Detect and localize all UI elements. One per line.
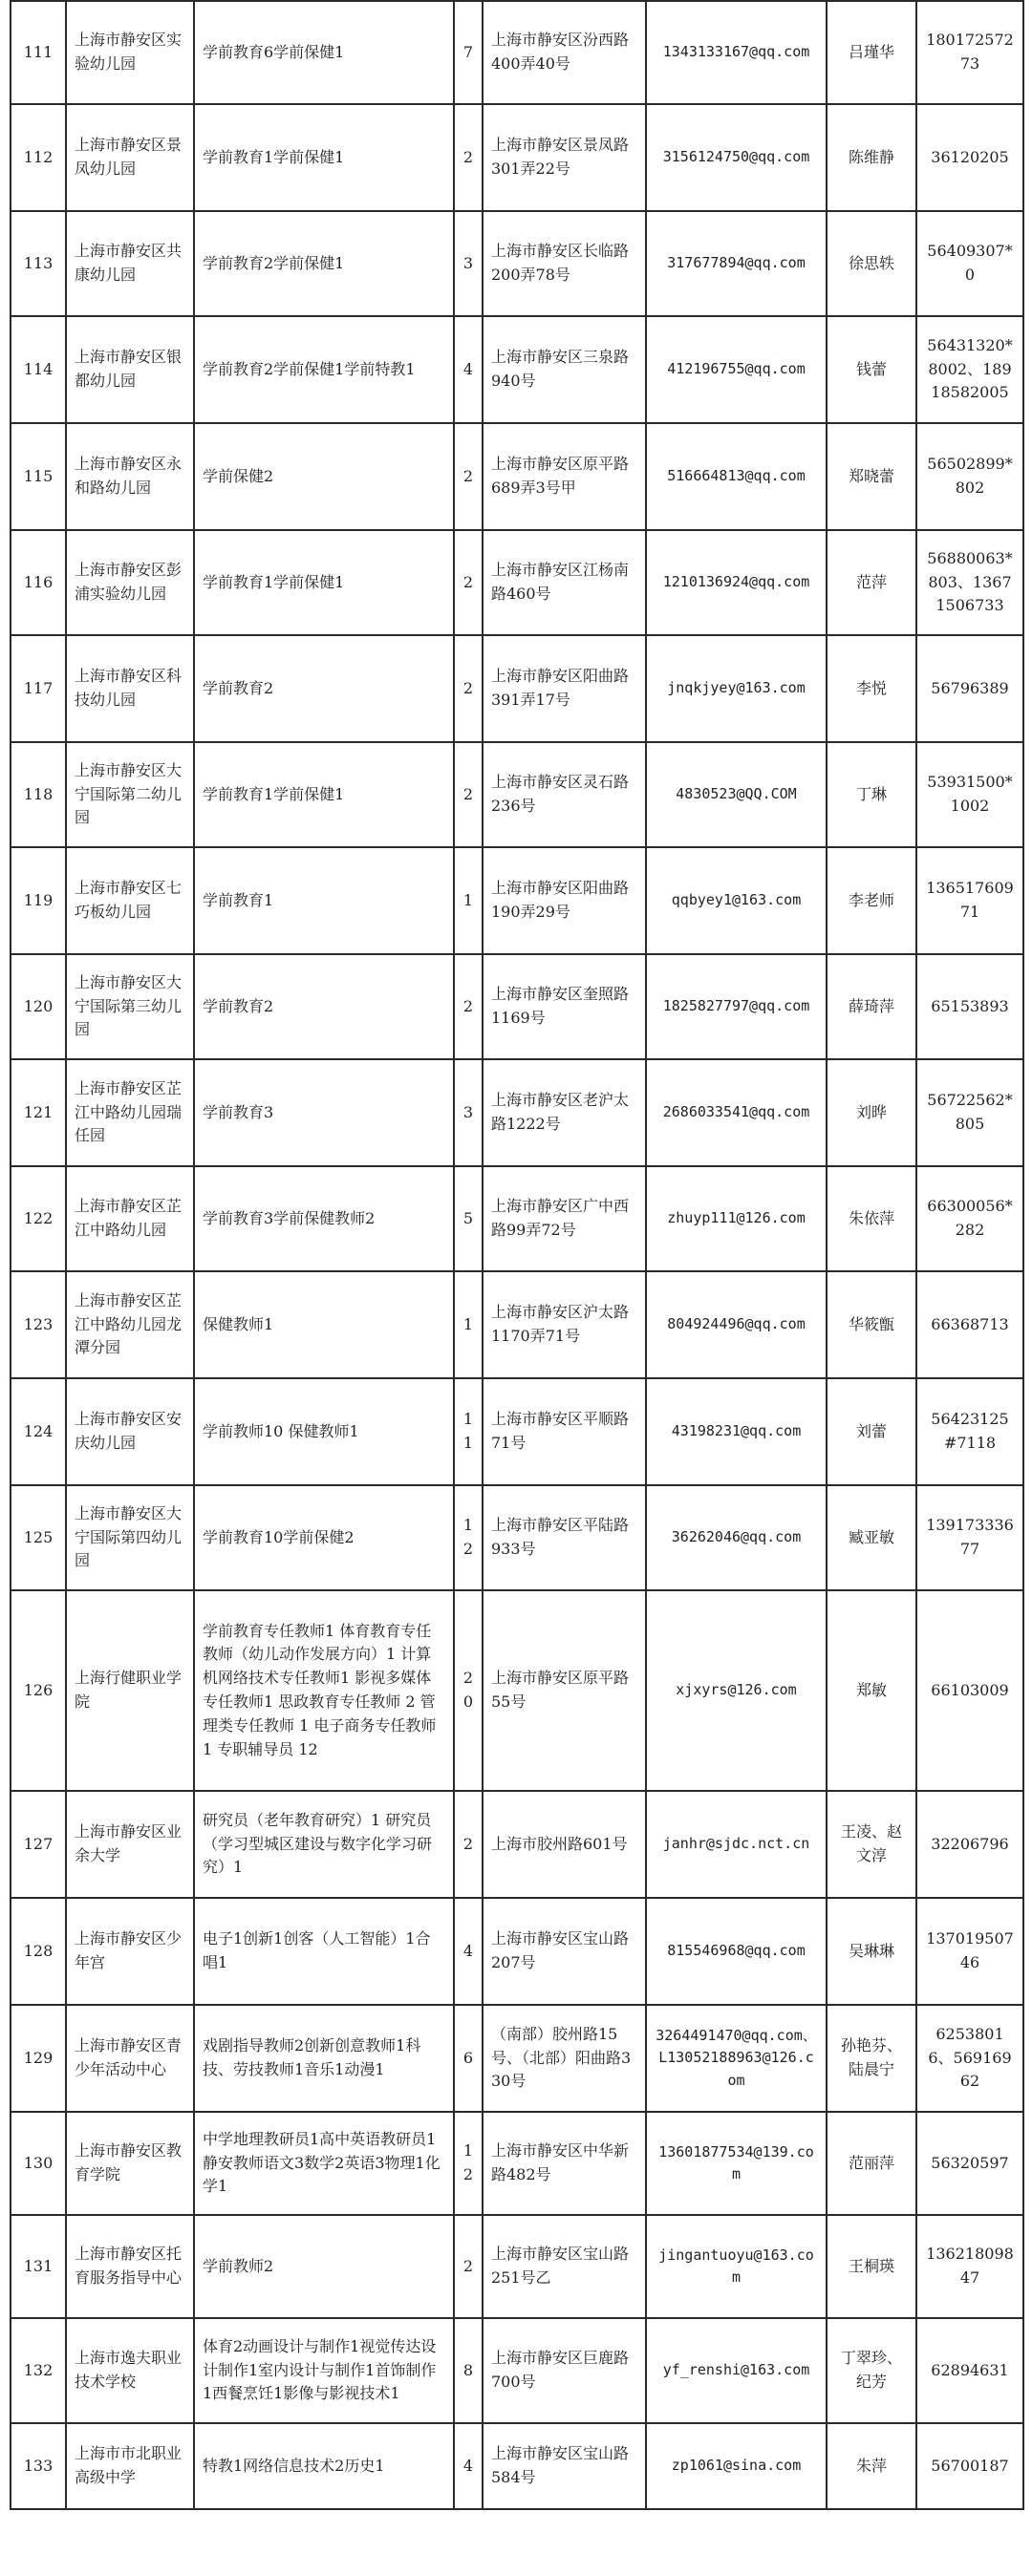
row-number-cell: 113: [11, 211, 66, 316]
email-cell: 1210136924@qq.com: [646, 530, 827, 635]
address-cell: 上海市静安区阳曲路391弄17号: [483, 635, 646, 742]
email-cell: 804924496@qq.com: [646, 1271, 827, 1378]
row-number-cell: 123: [11, 1271, 66, 1378]
address-cell: 上海市静安区汾西路400弄40号: [483, 1, 646, 104]
phone-cell: 13621809847: [916, 2215, 1023, 2318]
post-count-cell: 6: [454, 2005, 483, 2112]
email-cell: zp1061@sina.com: [646, 2423, 827, 2509]
unit-name-cell: 上海市市北职业高级中学: [66, 2423, 194, 2509]
phone-cell: 62538016、56916962: [916, 2005, 1023, 2112]
phone-cell: 56409307*0: [916, 211, 1023, 316]
email-cell: 412196755@qq.com: [646, 316, 827, 423]
table-row: [11, 316, 1023, 423]
post-count-cell: 4: [454, 2423, 483, 2509]
table-row: [11, 1, 1023, 104]
post-count-cell: 7: [454, 1, 483, 104]
unit-name-cell: 上海市逸夫职业技术学校: [66, 2318, 194, 2423]
contact-person-cell: 华筱甑: [827, 1271, 916, 1378]
contact-person-cell: 丁琳: [827, 742, 916, 847]
email-cell: 317677894@qq.com: [646, 211, 827, 316]
row-number-cell: 121: [11, 1059, 66, 1166]
table-row: [11, 2318, 1023, 2423]
contact-person-cell: 钱蕾: [827, 316, 916, 423]
recruitment-table: [10, 0, 1024, 2510]
post-count-cell: 20: [454, 1590, 483, 1791]
address-cell: 上海市静安区原平路55号: [483, 1590, 646, 1791]
row-number-cell: 122: [11, 1166, 66, 1271]
phone-cell: 56431320*8002、18918582005: [916, 316, 1023, 423]
post-list-cell: 戏剧指导教师2创新创意教师1科技、劳技教师1音乐1动漫1: [194, 2005, 454, 2112]
email-cell: zhuyp111@126.com: [646, 1166, 827, 1271]
address-cell: 上海市静安区宝山路207号: [483, 1898, 646, 2005]
post-count-cell: 2: [454, 104, 483, 211]
table-row: [11, 2215, 1023, 2318]
post-list-cell: 学前教育2: [194, 954, 454, 1059]
phone-cell: 56423125#7118: [916, 1378, 1023, 1485]
post-list-cell: 学前教育10学前保健2: [194, 1485, 454, 1590]
post-count-cell: 12: [454, 1485, 483, 1590]
post-list-cell: 特教1网络信息技术2历史1: [194, 2423, 454, 2509]
post-list-cell: 中学地理教研员1高中英语教研员1静安教师语文3数学2英语3物理1化学1: [194, 2112, 454, 2215]
post-count-cell: 2: [454, 2215, 483, 2318]
contact-person-cell: 王桐瑛: [827, 2215, 916, 2318]
post-list-cell: 学前教育2学前保健1学前特教1: [194, 316, 454, 423]
email-cell: 43198231@qq.com: [646, 1378, 827, 1485]
unit-name-cell: 上海市静安区七巧板幼儿园: [66, 847, 194, 954]
row-number-cell: 125: [11, 1485, 66, 1590]
post-count-cell: 5: [454, 1166, 483, 1271]
email-cell: xjxyrs@126.com: [646, 1590, 827, 1791]
unit-name-cell: 上海市静安区业余大学: [66, 1791, 194, 1898]
table-row: [11, 423, 1023, 530]
address-cell: 上海市静安区中华新路482号: [483, 2112, 646, 2215]
post-count-cell: 12: [454, 2112, 483, 2215]
post-list-cell: 学前教育3: [194, 1059, 454, 1166]
row-number-cell: 130: [11, 2112, 66, 2215]
email-cell: jnqkjyey@163.com: [646, 635, 827, 742]
contact-person-cell: 范萍: [827, 530, 916, 635]
phone-cell: 18017257273: [916, 1, 1023, 104]
table-row: [11, 1590, 1023, 1791]
row-number-cell: 116: [11, 530, 66, 635]
address-cell: 上海市静安区平顺路71号: [483, 1378, 646, 1485]
table-row: [11, 1898, 1023, 2005]
email-cell: 3156124750@qq.com: [646, 104, 827, 211]
unit-name-cell: 上海市静安区景凤幼儿园: [66, 104, 194, 211]
address-cell: 上海市静安区景凤路301弄22号: [483, 104, 646, 211]
row-number-cell: 119: [11, 847, 66, 954]
phone-cell: 56796389: [916, 635, 1023, 742]
unit-name-cell: 上海市静安区实验幼儿园: [66, 1, 194, 104]
unit-name-cell: 上海市静安区永和路幼儿园: [66, 423, 194, 530]
post-list-cell: 学前教育1: [194, 847, 454, 954]
address-cell: 上海市静安区平陆路933号: [483, 1485, 646, 1590]
phone-cell: 56880063*803、13671506733: [916, 530, 1023, 635]
table-row: [11, 1059, 1023, 1166]
post-list-cell: 电子1创新1创客（人工智能）1合唱1: [194, 1898, 454, 2005]
unit-name-cell: 上海市静安区银都幼儿园: [66, 316, 194, 423]
row-number-cell: 124: [11, 1378, 66, 1485]
table-row: [11, 2005, 1023, 2112]
address-cell: 上海市静安区阳曲路190弄29号: [483, 847, 646, 954]
table-row: [11, 1378, 1023, 1485]
row-number-cell: 112: [11, 104, 66, 211]
phone-cell: 13701950746: [916, 1898, 1023, 2005]
row-number-cell: 117: [11, 635, 66, 742]
email-cell: janhr@sjdc.nct.cn: [646, 1791, 827, 1898]
table-row: [11, 530, 1023, 635]
table-row: [11, 211, 1023, 316]
post-count-cell: 3: [454, 211, 483, 316]
email-cell: 4830523@QQ.COM: [646, 742, 827, 847]
row-number-cell: 133: [11, 2423, 66, 2509]
post-list-cell: 学前教育3学前保健教师2: [194, 1166, 454, 1271]
table-row: [11, 1166, 1023, 1271]
email-cell: qqbyey1@163.com: [646, 847, 827, 954]
email-cell: 1343133167@qq.com: [646, 1, 827, 104]
phone-cell: 32206796: [916, 1791, 1023, 1898]
address-cell: 上海市静安区长临路200弄78号: [483, 211, 646, 316]
post-count-cell: 3: [454, 1059, 483, 1166]
post-list-cell: 研究员（老年教育研究）1 研究员（学习型城区建设与数字化学习研究）1: [194, 1791, 454, 1898]
post-list-cell: 学前教师2: [194, 2215, 454, 2318]
phone-cell: 36120205: [916, 104, 1023, 211]
unit-name-cell: 上海市静安区少年宫: [66, 1898, 194, 2005]
unit-name-cell: 上海市静安区大宁国际第三幼儿园: [66, 954, 194, 1059]
phone-cell: 13651760971: [916, 847, 1023, 954]
contact-person-cell: 薛琦萍: [827, 954, 916, 1059]
post-count-cell: 2: [454, 954, 483, 1059]
post-count-cell: 1: [454, 847, 483, 954]
row-number-cell: 118: [11, 742, 66, 847]
unit-name-cell: 上海市静安区教育学院: [66, 2112, 194, 2215]
post-list-cell: 学前教师10 保健教师1: [194, 1378, 454, 1485]
phone-cell: 56320597: [916, 2112, 1023, 2215]
address-cell: 上海市静安区沪太路1170弄71号: [483, 1271, 646, 1378]
post-list-cell: 学前教育2学前保健1: [194, 211, 454, 316]
contact-person-cell: 李悦: [827, 635, 916, 742]
post-list-cell: 保健教师1: [194, 1271, 454, 1378]
phone-cell: 56700187: [916, 2423, 1023, 2509]
post-list-cell: 体育2动画设计与制作1视觉传达设计制作1室内设计与制作1首饰制作1西餐烹饪1影像与影视技术1: [194, 2318, 454, 2423]
contact-person-cell: 吕瑾华: [827, 1, 916, 104]
email-cell: 2686033541@qq.com: [646, 1059, 827, 1166]
phone-cell: 53931500*1002: [916, 742, 1023, 847]
address-cell: 上海市静安区广中西路99弄72号: [483, 1166, 646, 1271]
phone-cell: 66103009: [916, 1590, 1023, 1791]
contact-person-cell: 陈维静: [827, 104, 916, 211]
phone-cell: 13917333677: [916, 1485, 1023, 1590]
email-cell: 13601877534@139.com: [646, 2112, 827, 2215]
table-row: [11, 847, 1023, 954]
contact-person-cell: 臧亚敏: [827, 1485, 916, 1590]
row-number-cell: 111: [11, 1, 66, 104]
table-row: [11, 2112, 1023, 2215]
post-count-cell: 4: [454, 316, 483, 423]
unit-name-cell: 上海市静安区科技幼儿园: [66, 635, 194, 742]
table-row: [11, 1791, 1023, 1898]
contact-person-cell: 李老师: [827, 847, 916, 954]
row-number-cell: 131: [11, 2215, 66, 2318]
phone-cell: 56502899*802: [916, 423, 1023, 530]
post-count-cell: 2: [454, 423, 483, 530]
post-list-cell: 学前教育1学前保健1: [194, 530, 454, 635]
email-cell: jingantuoyu@163.com: [646, 2215, 827, 2318]
address-cell: 上海市静安区原平路689弄3号甲: [483, 423, 646, 530]
post-list-cell: 学前教育专任教师1 体育教育专任教师（幼儿动作发展方向）1 计算机网络技术专任教师1 影视多媒体专任教师1 思政教育专任教师 2 管理类专任教师 1 电子商务专任教师 1 专职辅导员 12: [194, 1590, 454, 1791]
row-number-cell: 114: [11, 316, 66, 423]
post-list-cell: 学前教育1学前保健1: [194, 104, 454, 211]
email-cell: 815546968@qq.com: [646, 1898, 827, 2005]
table-row: [11, 2423, 1023, 2509]
post-list-cell: 学前教育2: [194, 635, 454, 742]
contact-person-cell: 刘蕾: [827, 1378, 916, 1485]
row-number-cell: 115: [11, 423, 66, 530]
contact-person-cell: 郑晓蕾: [827, 423, 916, 530]
contact-person-cell: 郑敏: [827, 1590, 916, 1791]
contact-person-cell: 吴琳琳: [827, 1898, 916, 2005]
row-number-cell: 126: [11, 1590, 66, 1791]
contact-person-cell: 朱依萍: [827, 1166, 916, 1271]
post-count-cell: 4: [454, 1898, 483, 2005]
post-list-cell: 学前保健2: [194, 423, 454, 530]
email-cell: 36262046@qq.com: [646, 1485, 827, 1590]
table-row: [11, 742, 1023, 847]
post-count-cell: 2: [454, 530, 483, 635]
phone-cell: 65153893: [916, 954, 1023, 1059]
unit-name-cell: 上海市静安区托育服务指导中心: [66, 2215, 194, 2318]
unit-name-cell: 上海市静安区芷江中路幼儿园: [66, 1166, 194, 1271]
unit-name-cell: 上海市静安区芷江中路幼儿园龙潭分园: [66, 1271, 194, 1378]
table-row: [11, 635, 1023, 742]
post-count-cell: 2: [454, 742, 483, 847]
email-cell: 516664813@qq.com: [646, 423, 827, 530]
table-row: [11, 1271, 1023, 1378]
post-count-cell: 8: [454, 2318, 483, 2423]
row-number-cell: 128: [11, 1898, 66, 2005]
unit-name-cell: 上海市静安区大宁国际第四幼儿园: [66, 1485, 194, 1590]
table-row: [11, 954, 1023, 1059]
unit-name-cell: 上海市静安区彭浦实验幼儿园: [66, 530, 194, 635]
address-cell: 上海市静安区奎照路1169号: [483, 954, 646, 1059]
contact-person-cell: 徐思轶: [827, 211, 916, 316]
unit-name-cell: 上海市静安区共康幼儿园: [66, 211, 194, 316]
table-row: [11, 104, 1023, 211]
unit-name-cell: 上海市静安区大宁国际第二幼儿园: [66, 742, 194, 847]
unit-name-cell: 上海行健职业学院: [66, 1590, 194, 1791]
table-body: [11, 1, 1023, 2509]
address-cell: 上海市胶州路601号: [483, 1791, 646, 1898]
post-count-cell: 2: [454, 1791, 483, 1898]
contact-person-cell: 范丽萍: [827, 2112, 916, 2215]
contact-person-cell: 朱萍: [827, 2423, 916, 2509]
address-cell: 上海市静安区灵石路236号: [483, 742, 646, 847]
post-count-cell: 11: [454, 1378, 483, 1485]
post-list-cell: 学前教育6学前保健1: [194, 1, 454, 104]
contact-person-cell: 刘晔: [827, 1059, 916, 1166]
contact-person-cell: 王凌、赵文淳: [827, 1791, 916, 1898]
unit-name-cell: 上海市静安区安庆幼儿园: [66, 1378, 194, 1485]
row-number-cell: 132: [11, 2318, 66, 2423]
email-cell: 3264491470@qq.com、L13052188963@126.com: [646, 2005, 827, 2112]
table-row: [11, 1485, 1023, 1590]
phone-cell: 62894631: [916, 2318, 1023, 2423]
phone-cell: 66368713: [916, 1271, 1023, 1378]
address-cell: 上海市静安区三泉路940号: [483, 316, 646, 423]
contact-person-cell: 孙艳芬、陆晨宁: [827, 2005, 916, 2112]
email-cell: 1825827797@qq.com: [646, 954, 827, 1059]
row-number-cell: 120: [11, 954, 66, 1059]
post-list-cell: 学前教育1学前保健1: [194, 742, 454, 847]
phone-cell: 56722562*805: [916, 1059, 1023, 1166]
unit-name-cell: 上海市静安区芷江中路幼儿园瑞任园: [66, 1059, 194, 1166]
unit-name-cell: 上海市静安区青少年活动中心: [66, 2005, 194, 2112]
address-cell: （南部）胶州路15号、（北部）阳曲路330号: [483, 2005, 646, 2112]
address-cell: 上海市静安区江杨南路460号: [483, 530, 646, 635]
post-count-cell: 2: [454, 635, 483, 742]
address-cell: 上海市静安区宝山路584号: [483, 2423, 646, 2509]
phone-cell: 66300056*282: [916, 1166, 1023, 1271]
row-number-cell: 129: [11, 2005, 66, 2112]
address-cell: 上海市静安区巨鹿路700号: [483, 2318, 646, 2423]
row-number-cell: 127: [11, 1791, 66, 1898]
contact-person-cell: 丁翠珍、纪芳: [827, 2318, 916, 2423]
address-cell: 上海市静安区宝山路251号乙: [483, 2215, 646, 2318]
address-cell: 上海市静安区老沪太路1222号: [483, 1059, 646, 1166]
email-cell: yf_renshi@163.com: [646, 2318, 827, 2423]
post-count-cell: 1: [454, 1271, 483, 1378]
